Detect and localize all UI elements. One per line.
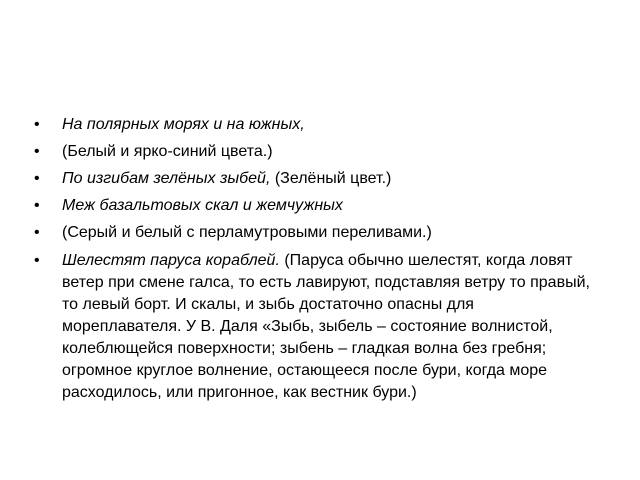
normal-text: (Паруса обычно шелестят, когда ловят ветер при смене галса, то есть лавируют, подставляя ветру то правый, то левый борт. И скалы, и зыбь достаточно опасны для мореплавателя. У В. Даля «Зыбь, зыбель – состояние волнистой, колеблющейся поверхности; зыбень – гладкая волна без гребня; огромное круглое волнение, остающееся после бури, когда море расходилось, или пригонное, как вестник бури.) bbox=[62, 252, 590, 401]
list-item bbox=[32, 195, 592, 217]
bullet-icon: • bbox=[34, 197, 40, 214]
italic-text: Шелестят паруса кораблей. bbox=[62, 252, 280, 269]
normal-text: (Зелёный цвет.) bbox=[270, 170, 392, 187]
list-item bbox=[32, 114, 592, 136]
italic-text: На полярных морях и на южных, bbox=[62, 116, 305, 133]
list-item bbox=[32, 222, 592, 244]
list-item bbox=[32, 250, 592, 404]
list-item bbox=[32, 141, 592, 163]
normal-text: (Белый и ярко-синий цвета.) bbox=[62, 143, 273, 160]
bullet-icon: • bbox=[34, 252, 40, 269]
bullet-icon: • bbox=[34, 170, 40, 187]
bullet-icon: • bbox=[34, 116, 40, 133]
bullet-icon: • bbox=[34, 224, 40, 241]
list-item bbox=[32, 168, 592, 190]
normal-text: (Серый и белый с перламутровыми переливами.) bbox=[62, 224, 432, 241]
italic-text: Меж базальтовых скал и жемчужных bbox=[62, 197, 343, 214]
italic-text: По изгибам зелёных зыбей, bbox=[62, 170, 271, 187]
bullet-list bbox=[32, 114, 592, 409]
bullet-icon: • bbox=[34, 143, 40, 160]
